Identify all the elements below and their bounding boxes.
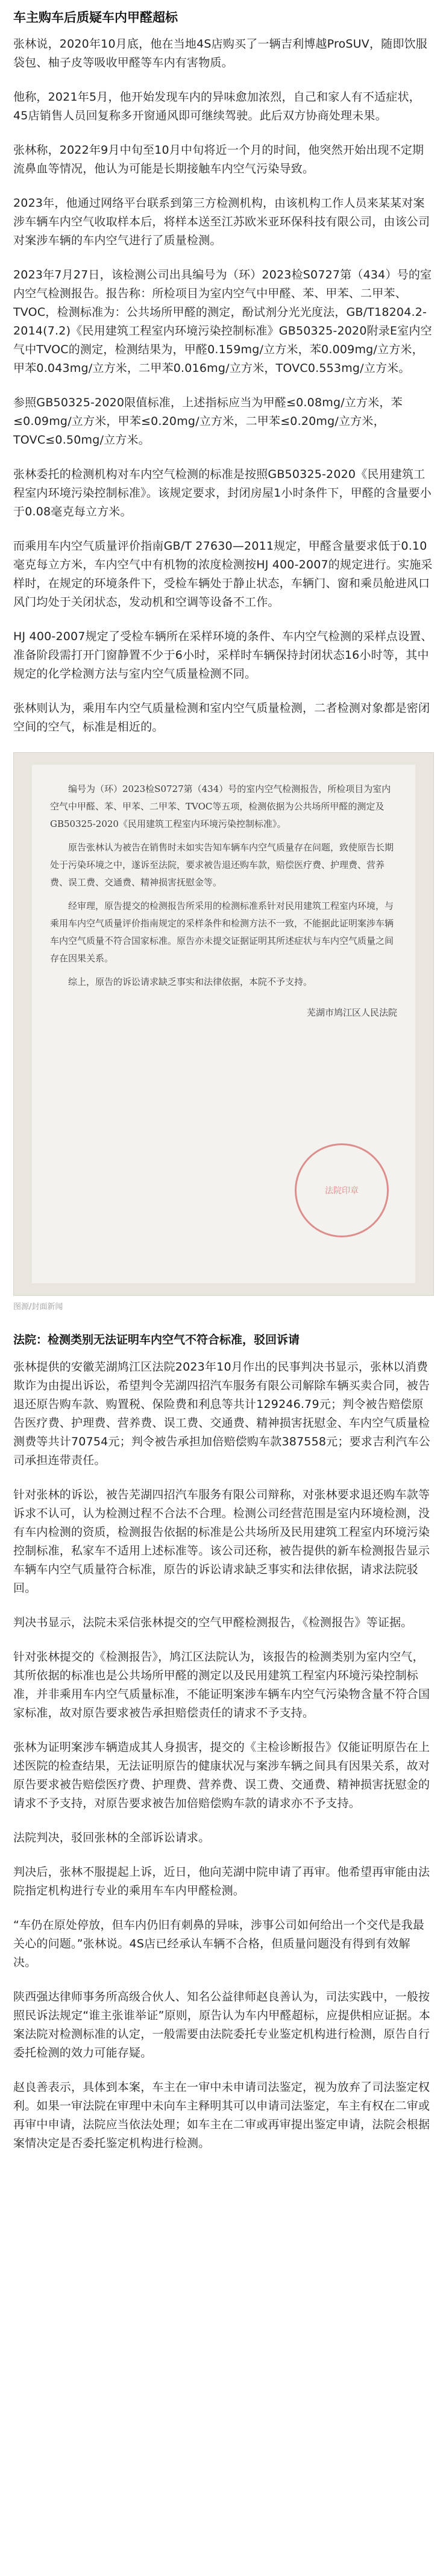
paragraph: 判决书显示，法院未采信张林提交的空气甲醛检测报告，《检测报告》等证据。	[13, 1616, 413, 1629]
section-b	[13, 1358, 433, 2153]
section-a	[13, 35, 433, 737]
paragraph: 2023年，他通过网络平台联系到第三方检测机构，由该机构工作人员来某某对案涉车辆车内空气收取样本后，将样本送至江苏欧米亚环保科技有限公司，由该公司对案涉车辆的车内空气进行了质量检测。	[13, 196, 430, 247]
image-caption: 图源/封面新闻	[13, 1302, 63, 1312]
paragraph: 判决后，张林不服提起上诉，近日，他向芜湖中院申请了再审。他希望再审能由法院指定机构进行专业的乘用车车内甲醛检测。	[13, 1865, 430, 1897]
paragraph: 陕西强达律师事务所高级合伙人、知名公益律师赵良善认为，司法实践中，一般按照民诉法规定“谁主张谁举证”原则，原告认为车内甲醛超标，应提供相应证据。本案法院对检测标准的认定，一般需要由法院委托专业鉴定机构进行检测，原告自行委托检测的效力可能存疑。	[13, 1990, 431, 2059]
section-subheading: 法院：检测类别无法证明车内空气不符合标准，驳回诉请	[13, 1333, 300, 1346]
paragraph: HJ 400-2007规定了受检车辆所在采样环境的条件、车内空气检测的采样点设置、准备阶段需打开门窗静置不少于6小时，采样时车辆保持封闭状态16小时等，其中规定的化学检测方法与室内空气质量检测不同。	[13, 630, 433, 680]
doc-paragraph: 综上，原告的诉讼请求缺乏事实和法律依据，本院不予支持。	[68, 976, 313, 987]
paragraph: 而乘用车内空气质量评价指南GB/T 27630—2011规定，甲醛含量要求低于0.10毫克每立方米，车内空气中有机物的浓度检测按HJ 400-2007的规定进行。实施采样时，在规定的环境条件下，受检车辆处于静止状态，车辆门、窗和乘员舱进风口风门均处于关闭状态，发动机和空调等设备不工作。	[13, 539, 433, 609]
paragraph: 张林说，2020年10月底，他在当地4S店购买了一辆吉利博越ProSUV，随即饮服袋包、柚子皮等吸收甲醛等车内有害物质。	[13, 37, 427, 69]
paragraph: 2023年7月27日，该检测公司出具编号为（环）2023检S0727第（434）号的室内空气检测报告。报告称：所检项目为室内空气中甲醛、苯、甲苯、二甲苯、TVOC，检测标准为：公共场所甲醛的测定，酚试剂分光光度法，GB/T18204.2-2014(7.2)《民用建筑工程室内环境污染控制标准》GB50325-2020附录E室内空气中TVOC的测定，检测结果为，甲醛0.159mg/立方米，苯0.009mg/立方米，甲苯0.043mg/立方米，二甲苯0.016mg/立方米，TOVC0.553mg/立方米。	[13, 268, 432, 375]
paragraph: “车仍在原处停放，但车内仍旧有刺鼻的异味，涉事公司如何给出一个交代是我最关心的问题。”张林说。4S店已经承认车辆不合格，但质量问题没有得到有效解决。	[13, 1918, 425, 1969]
doc-paragraph: 经审理，原告提交的检测报告所采用的检测标准系针对民用建筑工程室内环境，与乘用车内空气质量评价指南规定的采样条件和检测方法不一致，不能据此证明案涉车辆车内空气质量不符合国家标准。原告亦未提交证据证明其所述症状与车内空气质量之间存在因果关系。	[50, 900, 394, 964]
paragraph: 赵良善表示，具体到本案，车主在一审中未申请司法鉴定，视为放弃了司法鉴定权利。如果一审法院在审理中未向车主释明其可以申请司法鉴定，车主有权在二审或再审中申请，法院应当依法处理；如车主在二审或再审提出鉴定申请，法院会根据案情决定是否委托鉴定机构进行检测。	[13, 2081, 430, 2150]
paragraph: 张林为证明案涉车辆造成其人身损害，提交的《主检诊断报告》仅能证明原告在上述医院的检查结果，无法证明原告的健康状况与案涉车辆之间具有因果关系，故对原告要求被告赔偿医疗费、护理费、营养费、误工费、交通费、精神损害抚慰金的请求不予支持，对原告要求被告加倍赔偿购车款的请求亦不予支持。	[13, 1741, 430, 1810]
paragraph: 张林则认为，乘用车内空气质量检测和室内空气质量检测，二者检测对象都是密闭空间的空气，标准是相近的。	[13, 702, 430, 734]
paragraph: 法院判决，驳回张林的全部诉讼请求。	[13, 1831, 210, 1844]
paragraph: 针对张林提交的《检测报告》，鸠江区法院认为，该报告的检测类别为室内空气，其所依据的标准也是公共场所甲醛的测定以及民用建筑工程室内环境污染控制标准，并非乘用车内空气质量标准，不能证明案涉车辆车内空气污染物含量不符合国家标准，故对原告要求被告承担赔偿责任的请求不予支持。	[13, 1650, 430, 1720]
doc-signature: 芜湖市鸠江区人民法院	[306, 1007, 397, 1018]
paragraph: 张林委托的检测机构对车内空气检测的标准是按照GB50325-2020《民用建筑工程室内环境污染控制标准》。该规定要求，封闭房屋1小时条件下，甲醛的含量要小于0.08毫克每立方米。	[13, 468, 432, 518]
document-photo[interactable]	[13, 752, 434, 1296]
section-title: 车主购车后质疑车内甲醛超标	[13, 10, 178, 25]
court-seal-icon: 法院印章	[295, 1143, 389, 1237]
paragraph: 他称，2021年5月，他开始发现车内的异味愈加浓烈，自己和家人有不适症状，45店销售人员回复称多开窗通风即可继续驾驶。此后双方协商处理未果。	[13, 90, 421, 122]
paragraph: 张林提供的安徽芜湖鸠江区法院2023年10月作出的民事判决书显示，张林以消费欺诈为由提出诉讼，希望判令芜湖四招汽车服务有限公司解除车辆买卖合同，被告退还原告购车款、购置税、保险费和利息等共计129246.79元；判令被告赔偿原告医疗费、护理费、营养费、误工费、交通费、精神损害抚慰金、车内空气质量检测费等共计70754元；判令被告承担加倍赔偿购车款387558元；要求吉利汽车公司承担连带责任。	[13, 1360, 430, 1467]
paragraph: 针对张林的诉讼，被告芜湖四招汽车服务有限公司辩称，对张林要求退还购车款等诉求不认可，认为检测过程不合法不合理。检测公司经营范围是室内环境检测，没有车内检测的资质，检测报告依据的标准是公共场所及民用建筑工程室内环境污染控制标准，私家车不适用上述标准等。该公司还称，被告提供的新车检测报告显示车辆车内空气质量符合标准，原告的诉讼请求缺乏事实和法律依据，请求法院驳回。	[13, 1488, 430, 1595]
doc-paragraph: 原告张林认为被告在销售时未如实告知车辆车内空气质量存在问题，致使原告长期处于污染环境之中，遂诉至法院，要求被告退还购车款，赔偿医疗费、护理费、营养费、误工费、交通费、精神损害抚慰金等。	[50, 842, 394, 888]
paragraph: 张林称，2022年9月中旬至10月中旬将近一个月的时间，他突然开始出现不定期流鼻血等情况，他认为可能是长期接触车内空气污染导致。	[13, 143, 424, 175]
paragraph: 参照GB50325-2020限值标准，上述指标应当为甲醛≤0.08mg/立方米，苯≤0.09mg/立方米，甲苯≤0.20mg/立方米，二甲苯≤0.20mg/立方米，TOVC≤0.50mg/立方米。	[13, 396, 403, 447]
doc-paragraph: 编号为（环）2023检S0727第（434）号的室内空气检测报告，所检项目为室内空气中甲醛、苯、甲苯、二甲苯、TVOC等五项，检测依据为公共场所甲醛的测定及GB50325-2020《民用建筑工程室内环境污染控制标准》。	[50, 784, 391, 829]
